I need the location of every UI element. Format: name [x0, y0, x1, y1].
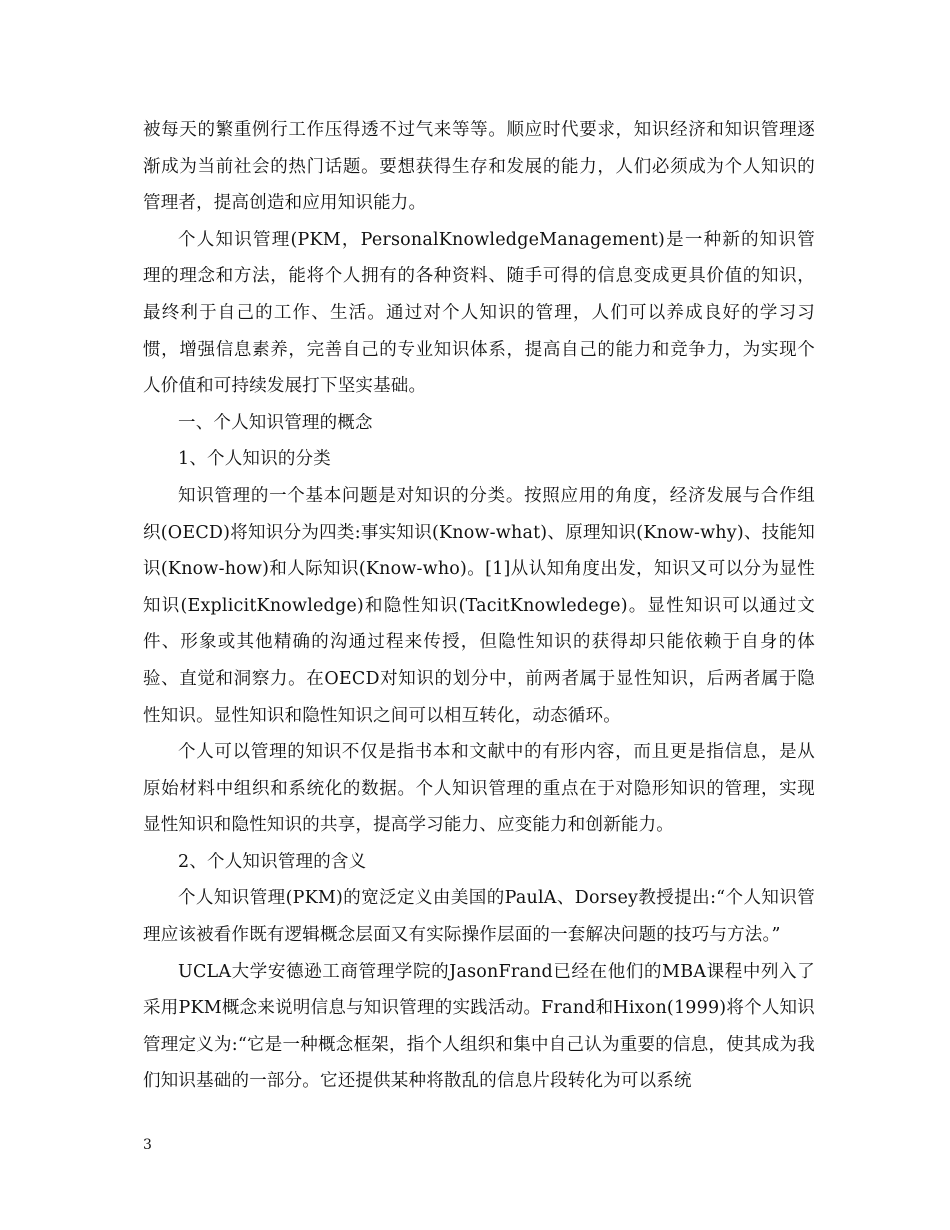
document-body [143, 112, 815, 1100]
paragraph-6: UCLA大学安德逊工商管理学院的JasonFrand已经在他们的MBA课程中列入了采用PKM概念来说明信息与知识管理的实践活动。Frand和Hixon(1999)将个人知识管理定义为:“它是一种概念框架，指个人组织和集中自己认为重要的信息，使其成为我们知识基础的一部分。它还提供某种将散乱的信息片段转化为可以系统 [143, 961, 815, 1092]
subsection-heading-1: 1、个人知识的分类 [178, 449, 331, 470]
subsection-heading-2: 2、个人知识管理的含义 [178, 851, 367, 872]
section-heading-1: 一、个人知识管理的概念 [178, 412, 373, 433]
paragraph-5: 个人知识管理(PKM)的宽泛定义由美国的PaulA、Dorsey教授提出:“个人知识管理应该被看作既有逻辑概念层面又有实际操作层面的一套解决问题的技巧与方法。” [143, 888, 815, 946]
paragraph-4: 个人可以管理的知识不仅是指书本和文献中的有形内容，而且更是指信息，是从原始材料中组织和系统化的数据。个人知识管理的重点在于对隐形知识的管理，实现显性知识和隐性知识的共享，提高学习能力、应变能力和创新能力。 [143, 742, 815, 836]
page-number: 3 [143, 1137, 152, 1153]
paragraph-2: 个人知识管理(PKM，PersonalKnowledgeManagement)是一种新的知识管理的理念和方法，能将个人拥有的各种资料、随手可得的信息变成更具价值的知识，最终利于自己的工作、生活。通过对个人知识的管理，人们可以养成良好的学习习惯，增强信息素养，完善自己的专业知识体系，提高自己的能力和竞争力，为实现个人价值和可持续发展打下坚实基础。 [143, 229, 815, 397]
paragraph-1: 被每天的繁重例行工作压得透不过气来等等。顺应时代要求，知识经济和知识管理逐渐成为当前社会的热门话题。要想获得生存和发展的能力，人们必须成为个人知识的管理者，提高创造和应用知识能力。 [143, 120, 815, 214]
paragraph-3: 知识管理的一个基本问题是对知识的分类。按照应用的角度，经济发展与合作组织(OECD)将知识分为四类:事实知识(Know-what)、原理知识(Know-why)、技能知识(Know-how)和人际知识(Know-who)。[1]从认知角度出发，知识又可以分为显性知识(ExplicitKnowledge)和隐性知识(TacitKnowledege)。显性知识可以通过文件、形象或其他精确的沟通过程来传授，但隐性知识的获得却只能依赖于自身的体验、直觉和洞察力。在OECD对知识的划分中，前两者属于显性知识，后两者属于隐性知识。显性知识和隐性知识之间可以相互转化，动态循环。 [143, 485, 815, 726]
